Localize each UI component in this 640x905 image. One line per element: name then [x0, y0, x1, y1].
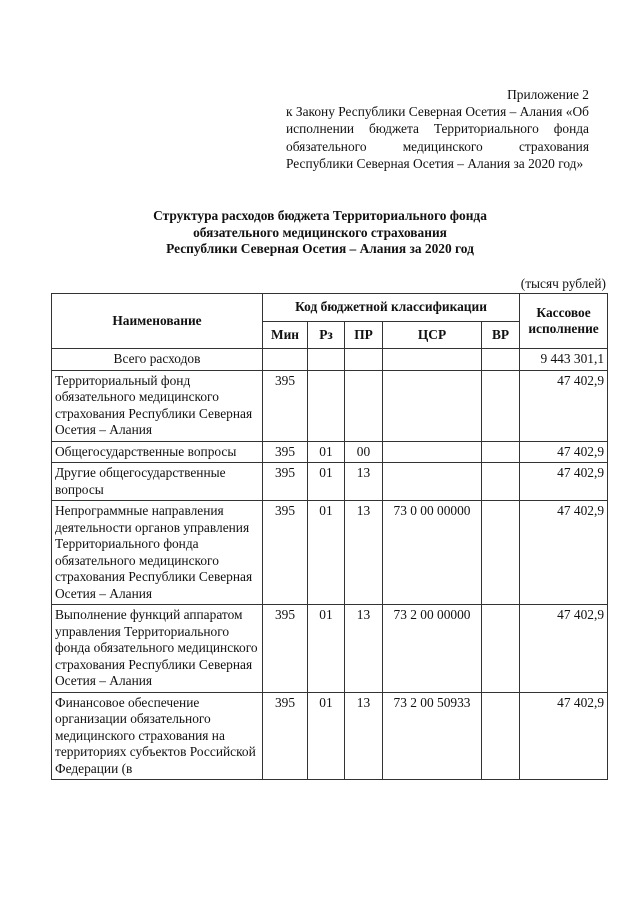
row-rz: 01 [308, 692, 345, 780]
appendix-number: Приложение 2 [507, 87, 589, 102]
row-vr [482, 692, 520, 780]
row-rz: 01 [308, 463, 345, 501]
header-vr: ВР [482, 321, 520, 349]
row-csr [383, 463, 482, 501]
expenditure-table [51, 293, 608, 780]
header-pr: ПР [345, 321, 383, 349]
row-rz [308, 370, 345, 441]
document-title [120, 208, 520, 258]
row-amount: 47 402,9 [520, 692, 608, 780]
header-min: Мин [263, 321, 308, 349]
table-row [52, 463, 608, 501]
row-name: Непрограммные направления деятельности органов управления Территориального фонда обязательного медицинского страхования Республики Северная Осетия – Алания [52, 501, 263, 605]
row-amount: 47 402,9 [520, 441, 608, 463]
row-name: Выполнение функций аппаратом управления Территориального фонда обязательного медицинского страхования Республики Северная Осетия – Алания [52, 605, 263, 693]
row-min: 395 [263, 370, 308, 441]
table-row [52, 692, 608, 780]
row-csr: 73 2 00 50933 [383, 692, 482, 780]
row-csr [383, 370, 482, 441]
row-min: 395 [263, 463, 308, 501]
units-note: (тысяч рублей) [520, 276, 606, 291]
row-pr: 13 [345, 463, 383, 501]
total-name: Всего расходов [52, 349, 263, 371]
appendix-header [286, 86, 589, 172]
title-line-1: Структура расходов бюджета Территориального фонда [153, 208, 487, 223]
row-pr: 13 [345, 605, 383, 693]
row-rz: 01 [308, 501, 345, 605]
row-vr [482, 370, 520, 441]
row-csr [383, 441, 482, 463]
header-name: Наименование [52, 294, 263, 349]
total-amount: 9 443 301,1 [520, 349, 608, 371]
row-amount: 47 402,9 [520, 605, 608, 693]
table-row [52, 605, 608, 693]
appendix-law-reference: к Закону Республики Северная Осетия – Алания «Об исполнении бюджета Территориального фонда обязательного медицинского страхования Республики Северная Осетия – Алания за 2020 год» [286, 104, 589, 171]
row-min: 395 [263, 605, 308, 693]
header-classification-code: Код бюджетной классификации [263, 294, 520, 322]
header-csr: ЦСР [383, 321, 482, 349]
row-csr: 73 2 00 00000 [383, 605, 482, 693]
row-amount: 47 402,9 [520, 501, 608, 605]
title-line-3: Республики Северная Осетия – Алания за 2020 год [166, 241, 474, 257]
row-rz: 01 [308, 605, 345, 693]
row-vr [482, 501, 520, 605]
row-name: Общегосударственные вопросы [52, 441, 263, 463]
table-row-total [52, 349, 608, 371]
row-pr: 13 [345, 501, 383, 605]
row-amount: 47 402,9 [520, 463, 608, 501]
row-min: 395 [263, 692, 308, 780]
row-min: 395 [263, 501, 308, 605]
row-name: Территориальный фонд обязательного медицинского страхования Республики Северная Осетия – Алания [52, 370, 263, 441]
row-name: Финансовое обеспечение организации обязательного медицинского страхования на территориях субъектов Российской Федерации (в [52, 692, 263, 780]
row-vr [482, 605, 520, 693]
header-cash-execution: Кассовое исполнение [520, 294, 608, 349]
row-csr: 73 0 00 00000 [383, 501, 482, 605]
row-min: 395 [263, 441, 308, 463]
row-rz: 01 [308, 441, 345, 463]
row-name: Другие общегосударственные вопросы [52, 463, 263, 501]
table-row [52, 441, 608, 463]
header-rz: Рз [308, 321, 345, 349]
row-vr [482, 463, 520, 501]
row-amount: 47 402,9 [520, 370, 608, 441]
row-pr: 13 [345, 692, 383, 780]
row-vr [482, 441, 520, 463]
row-pr [345, 370, 383, 441]
table-row [52, 370, 608, 441]
table-row [52, 501, 608, 605]
row-pr: 00 [345, 441, 383, 463]
title-line-2: обязательного медицинского страхования [193, 224, 447, 240]
